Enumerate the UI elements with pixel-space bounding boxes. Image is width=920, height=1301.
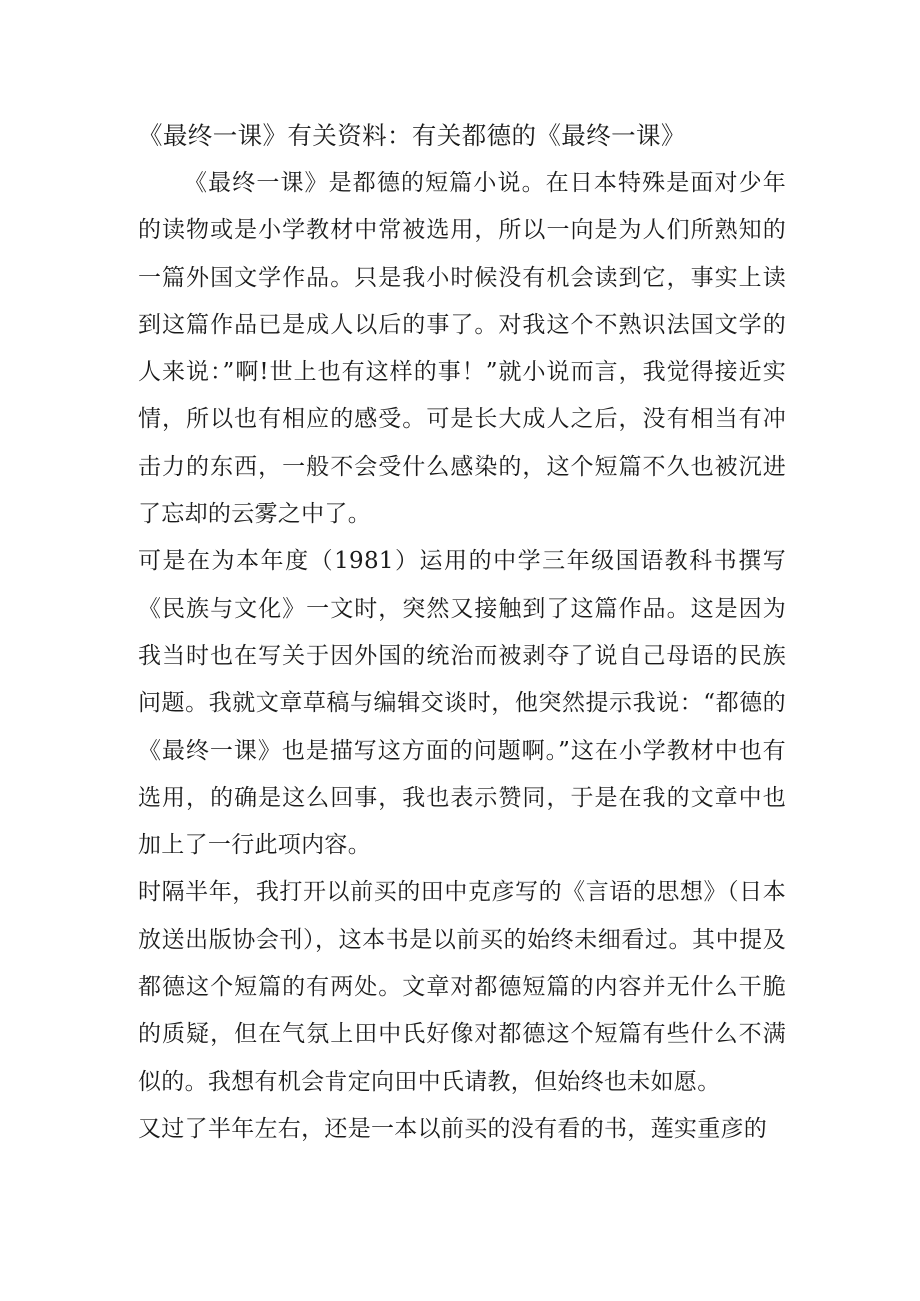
document-page (138, 112, 786, 1153)
document-title: 《最终一课》有关资料：有关都德的《最终一课》 (138, 121, 686, 150)
paragraph-3: 时隔半年，我打开以前买的田中克彦写的《言语的思想》（日本放送出版协会刊），这本书是以前买的始终未细看过。其中提及都德这个短篇的有两处。文章对都德短篇的内容并无什么干脆的质疑，但在气氛上田中氏好像对都德这个短篇有些什么不满似的。我想有机会肯定向田中氏请教，但始终也未如愿。 (138, 879, 786, 1095)
paragraph-2: 可是在为本年度（1981）运用的中学三年级国语教科书撰写《民族与文化》一文时，突然又接触到了这篇作品。这是因为我当时也在写关于因外国的统治而被剥夺了说自己母语的民族问题。我就文章草稿与编辑交谈时，他突然提示我说：“都德的《最终一课》也是描写这方面的问题啊。”这在小学教材中也有选用，的确是这么回事，我也表示赞同，于是在我的文章中也加上了一行此项内容。 (138, 548, 786, 859)
paragraph-1: 《最终一课》是都德的短篇小说。在日本特殊是面对少年的读物或是小学教材中常被选用，所以一向是为人们所熟知的一篇外国文学作品。只是我小时候没有机会读到它，事实上读到这篇作品已是成人以后的事了。对我这个不熟识法国文学的人来说：”啊!世上也有这样的事！”就小说而言，我觉得接近实情，所以也有相应的感受。可是长大成人之后，没有相当有冲击力的东西，一般不会受什么感染的，这个短篇不久也被沉进了忘却的云雾之中了。 (138, 170, 786, 528)
paragraph-4: 又过了半年左右，还是一本以前买的没有看的书，莲实重彦的 (138, 1115, 768, 1142)
